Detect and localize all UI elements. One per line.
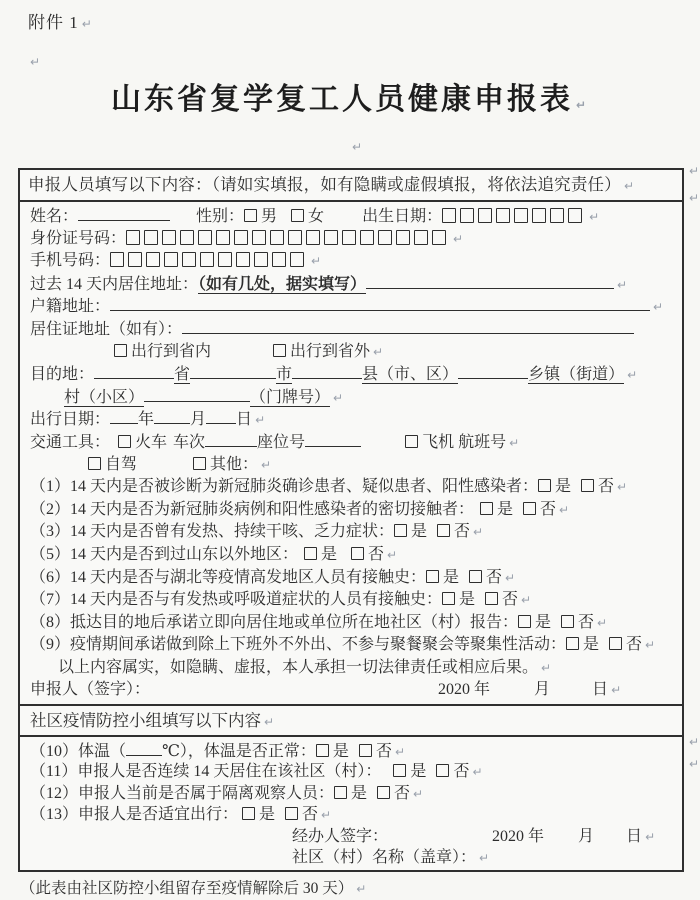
paragraph-mark-icon: ↵ <box>394 745 406 760</box>
paragraph-mark-icon: ↵ <box>255 413 266 428</box>
checkbox-label: 是 <box>497 500 514 518</box>
digit-box <box>568 208 582 223</box>
paragraph-mark-icon: ↵ <box>645 638 656 653</box>
paragraph-mark-icon: ↵ <box>479 851 490 866</box>
checkbox-box-icon <box>377 786 390 799</box>
label-text: 2020 年 <box>438 681 491 699</box>
blank-field[interactable] <box>110 295 650 311</box>
paragraph-mark-icon: ↵ <box>356 882 367 896</box>
checkbox-box-icon <box>334 786 347 799</box>
digit-box <box>146 252 160 267</box>
checkbox-label: 是 <box>411 523 428 541</box>
checkbox-label: 否 <box>453 763 470 781</box>
paragraph-mark-icon: ↵ <box>597 615 608 630</box>
digit-box <box>378 230 392 245</box>
checkbox-box-icon <box>393 764 406 777</box>
form-line <box>30 476 682 499</box>
declarant-section-header <box>20 170 682 202</box>
underlined-label: 县（市、区） <box>362 366 459 384</box>
paragraph-mark-icon: ↵ <box>689 757 700 771</box>
label-text: 日 <box>236 411 253 429</box>
digit-box <box>290 252 304 267</box>
paragraph-mark-icon: ↵ <box>311 254 322 269</box>
paragraph-mark-icon: ↵ <box>541 660 552 675</box>
checkbox-q6-yes[interactable] <box>426 569 459 586</box>
attachment-label-text: 附件 1 <box>28 13 79 32</box>
underlined-label: （门牌号） <box>250 388 331 406</box>
label-text: （11）申报人是否连续 14 天居住在该社区（村）： <box>30 763 382 781</box>
checkbox-box-icon <box>193 457 206 470</box>
form-line <box>30 295 682 318</box>
page-title <box>0 74 700 118</box>
declarant-section <box>20 202 682 704</box>
checkbox-q5-no[interactable] <box>351 546 384 563</box>
digit-box <box>342 230 356 245</box>
paragraph-mark-icon: ↵ <box>373 344 384 359</box>
checkbox-label: 是 <box>555 478 572 496</box>
checkbox-label: 是 <box>321 545 338 563</box>
label-text: （8）抵达目的地后承诺立即向居住地或单位所在地社区（村）报告： <box>30 613 519 631</box>
checkbox-label: 飞机 航班号 <box>422 433 507 451</box>
checkbox-box-icon <box>118 435 131 448</box>
label-text: （13）申报人是否适宜出行： <box>30 806 239 824</box>
checkbox-label: 自驾 <box>105 455 138 473</box>
paragraph-mark-icon: ↵ <box>387 547 398 562</box>
checkbox-box-icon <box>114 344 127 357</box>
label-text: 目的地： <box>30 366 95 384</box>
paragraph-mark-icon: ↵ <box>611 683 622 698</box>
label-text: 出生日期： <box>362 208 443 225</box>
checkbox-travel-within-province[interactable] <box>114 343 211 360</box>
checkbox-travel-outside-province[interactable] <box>273 343 370 360</box>
form-line <box>30 679 682 702</box>
paragraph-mark-icon: ↵ <box>333 390 344 405</box>
label-text: 2020 年 <box>492 827 545 845</box>
label-text: （5）14 天内是否到过山东以外地区： <box>30 545 299 563</box>
checkbox-label: 是 <box>443 568 460 586</box>
form-line <box>30 454 682 477</box>
digit-box <box>288 230 302 245</box>
page-title-text: 山东省复学复工人员健康申报表 <box>110 83 573 116</box>
label-text: 身份证号码： <box>30 229 127 247</box>
checkbox-label: 否 <box>375 743 392 761</box>
digit-box <box>514 208 528 223</box>
digit-box <box>180 230 194 245</box>
underlined-label: （如有几处，据实填写） <box>198 275 367 293</box>
digit-box <box>550 208 564 223</box>
checkbox-box-icon <box>285 807 298 820</box>
checkbox-box-icon <box>359 744 372 757</box>
paragraph-mark-icon: ↵ <box>617 480 628 495</box>
form-line <box>30 847 682 868</box>
blank-field[interactable] <box>190 363 276 379</box>
paragraph-mark-icon: ↵ <box>261 457 272 472</box>
blank-field[interactable] <box>206 408 236 424</box>
label-text: （6）14 天内是否与湖北等疫情高发地区人员有接触史： <box>30 568 427 586</box>
checkbox-other[interactable] <box>193 456 258 473</box>
digit-box <box>216 230 230 245</box>
paragraph-mark-icon: ↵ <box>321 808 332 823</box>
form-line <box>30 363 682 386</box>
blank-field[interactable] <box>292 363 362 379</box>
label-text: 社区（村）名称（盖章）： <box>292 849 477 867</box>
digit-box <box>236 252 250 267</box>
label-text: 以上内容属实，如隐瞒、虚报，本人承担一切法律责任或相应后果。 <box>58 658 539 676</box>
checkbox-label: 否 <box>486 568 503 586</box>
checkbox-label: 否 <box>394 784 411 802</box>
digit-box <box>164 252 178 267</box>
label-text: 交通工具： <box>30 433 111 451</box>
label-text: 手机号码： <box>30 252 111 270</box>
form-line <box>30 612 682 635</box>
checkbox-q1-no[interactable] <box>581 478 614 495</box>
underlined-label: 市 <box>276 366 293 384</box>
checkbox-label: 出行到省外 <box>290 342 371 360</box>
paragraph-mark-icon: ↵ <box>559 502 570 517</box>
checkbox-label: 否 <box>578 613 595 631</box>
digit-box <box>200 252 214 267</box>
paragraph-mark-icon: ↵ <box>472 765 483 780</box>
checkbox-q2-no[interactable] <box>523 501 556 518</box>
checkbox-box-icon <box>538 479 551 492</box>
checkbox-label: 否 <box>626 636 643 654</box>
paragraph-mark-icon: ↵ <box>413 786 424 801</box>
checkbox-q3-yes[interactable] <box>394 523 427 540</box>
retention-note-text: （此表由社区防控小组留存至疫情解除后 30 天） <box>20 880 354 897</box>
checkbox-box-icon <box>394 524 407 537</box>
checkbox-box-icon <box>304 547 317 560</box>
checkbox-q13-no[interactable] <box>285 806 318 823</box>
form-line <box>30 408 682 431</box>
form-line <box>30 318 682 341</box>
checkbox-box-icon <box>436 764 449 777</box>
community-section-header <box>20 704 682 737</box>
paragraph-mark-icon: ↵ <box>509 435 520 450</box>
blank-field[interactable] <box>144 386 250 402</box>
paragraph-mark-icon: ↵ <box>453 231 464 246</box>
paragraph-mark-icon: ↵ <box>689 735 700 749</box>
blank-field[interactable] <box>305 431 361 447</box>
checkbox-label: 出行到省内 <box>131 342 212 360</box>
checkbox-label: 是 <box>459 591 476 609</box>
checkbox-q6-no[interactable] <box>469 569 502 586</box>
checkbox-q11-yes[interactable] <box>393 763 426 780</box>
paragraph-mark-icon: ↵ <box>689 191 700 205</box>
digit-box <box>270 230 284 245</box>
label-text: 月 <box>190 411 207 429</box>
checkbox-self-drive[interactable] <box>88 456 137 473</box>
digit-box <box>496 208 510 223</box>
paragraph-mark-icon: ↵ <box>473 525 484 540</box>
checkbox-label: 是 <box>259 806 276 824</box>
attachment-label <box>28 8 93 33</box>
form-line <box>30 657 682 680</box>
digit-boxes-mobile-number[interactable] <box>110 252 308 269</box>
form-line <box>30 804 682 825</box>
paragraph-mark-icon: ↵ <box>264 715 275 730</box>
label-text: 月 <box>534 681 551 699</box>
label-text: 经办人签字： <box>292 827 389 845</box>
paragraph-mark-icon: ↵ <box>352 140 363 154</box>
form-line <box>30 634 682 657</box>
checkbox-label: 否 <box>302 806 319 824</box>
label-text: 性别： <box>196 208 245 225</box>
form-line <box>30 273 682 296</box>
checkbox-box-icon <box>442 592 455 605</box>
checkbox-q1-yes[interactable] <box>538 478 571 495</box>
checkbox-box-icon <box>351 547 364 560</box>
declaration-form-table <box>18 168 684 872</box>
checkbox-q9-yes[interactable] <box>566 636 599 653</box>
paragraph-mark-icon: ↵ <box>653 300 664 315</box>
blank-field[interactable] <box>78 205 170 221</box>
digit-box <box>324 230 338 245</box>
checkbox-box-icon <box>485 592 498 605</box>
checkbox-q8-no[interactable] <box>561 614 594 631</box>
digit-box <box>144 230 158 245</box>
checkbox-box-icon <box>561 615 574 628</box>
form-line <box>30 589 682 612</box>
checkbox-q12-yes[interactable] <box>334 785 367 802</box>
checkbox-female[interactable] <box>291 208 324 225</box>
label-text: （2）14 天内是否为新冠肺炎病例和阳性感染者的密切接触者： <box>30 500 475 518</box>
blank-field[interactable] <box>94 363 174 379</box>
paragraph-mark-icon: ↵ <box>689 164 700 178</box>
digit-box <box>532 208 546 223</box>
digit-box <box>162 230 176 245</box>
checkbox-train[interactable] <box>118 434 167 451</box>
checkbox-q8-yes[interactable] <box>518 614 551 631</box>
digit-boxes-id-number[interactable] <box>126 230 450 247</box>
checkbox-box-icon <box>469 570 482 583</box>
label-text: 姓名： <box>30 208 79 225</box>
checkbox-label: 否 <box>454 523 471 541</box>
checkbox-label: 是 <box>410 763 427 781</box>
digit-box <box>478 208 492 223</box>
blank-field[interactable] <box>366 273 614 289</box>
digit-box <box>254 252 268 267</box>
checkbox-plane[interactable] <box>405 434 506 451</box>
label-text: 年 <box>138 411 155 429</box>
digit-box <box>128 252 142 267</box>
paragraph-mark-icon: ↵ <box>81 17 93 31</box>
blank-field[interactable] <box>182 318 634 334</box>
checkbox-q13-yes[interactable] <box>242 806 275 823</box>
digit-boxes-birth-date[interactable] <box>442 208 586 225</box>
checkbox-label: 其他： <box>210 455 259 473</box>
label-text: 户籍地址： <box>30 298 111 316</box>
checkbox-q3-no[interactable] <box>437 523 470 540</box>
digit-box <box>252 230 266 245</box>
digit-box <box>414 230 428 245</box>
digit-box <box>272 252 286 267</box>
blank-field[interactable] <box>205 431 257 447</box>
checkbox-q5-yes[interactable] <box>304 546 337 563</box>
checkbox-label: 火车 <box>135 433 168 451</box>
form-line <box>30 567 682 590</box>
checkbox-box-icon <box>480 502 493 515</box>
checkbox-box-icon <box>437 524 450 537</box>
digit-box <box>306 230 320 245</box>
checkbox-box-icon <box>523 502 536 515</box>
label-text: ℃），体温是否正常： <box>162 743 316 761</box>
label-text: （9）疫情期间承诺做到除上下班外不外出、不参与聚餐聚会等聚集性活动： <box>30 636 567 654</box>
label-text: （1）14 天内是否被诊断为新冠肺炎确诊患者、疑似患者、阳性感染者： <box>30 478 539 496</box>
checkbox-q9-no[interactable] <box>609 636 642 653</box>
paragraph-mark-icon: ↵ <box>505 570 516 585</box>
paragraph-mark-icon: ↵ <box>623 179 635 193</box>
form-line <box>30 431 682 454</box>
digit-box <box>442 208 456 223</box>
checkbox-box-icon <box>581 479 594 492</box>
declarant-section-header-text: 申报人员填写以下内容：（请如实填报，如有隐瞒或虚假填报，将依法追究责任） <box>28 175 621 194</box>
checkbox-box-icon <box>518 615 531 628</box>
checkbox-box-icon <box>609 637 622 650</box>
underlined-label: 村（小区） <box>64 388 145 406</box>
form-line <box>30 783 682 804</box>
digit-box <box>218 252 232 267</box>
digit-box <box>460 208 474 223</box>
form-line <box>30 761 682 782</box>
blank-field[interactable] <box>154 408 190 424</box>
checkbox-label: 否 <box>502 591 519 609</box>
digit-box <box>360 230 374 245</box>
digit-box <box>396 230 410 245</box>
checkbox-box-icon <box>242 807 255 820</box>
paragraph-mark-icon: ↵ <box>617 277 628 292</box>
form-line <box>30 499 682 522</box>
checkbox-q7-no[interactable] <box>485 591 518 608</box>
label-text: 申报人（签字）： <box>30 681 151 699</box>
checkbox-label: 男 <box>261 208 278 225</box>
checkbox-box-icon <box>405 435 418 448</box>
checkbox-label: 是 <box>535 613 552 631</box>
digit-box <box>126 230 140 245</box>
label-text: 座位号 <box>257 433 306 451</box>
digit-box <box>110 252 124 267</box>
form-line <box>30 544 682 567</box>
label-text: 出行日期： <box>30 411 111 429</box>
digit-box <box>198 230 212 245</box>
form-line <box>30 228 682 251</box>
checkbox-label: 是 <box>351 784 368 802</box>
retention-note <box>20 876 366 898</box>
paragraph-mark-icon: ↵ <box>645 829 656 844</box>
checkbox-label: 否 <box>540 500 557 518</box>
community-section-header-text: 社区疫情防控小组填写以下内容 <box>30 711 261 731</box>
blank-field[interactable] <box>126 740 162 756</box>
label-text: 车次 <box>173 433 206 451</box>
label-text: 日 <box>626 827 643 845</box>
form-line <box>30 205 682 228</box>
community-section <box>20 737 682 870</box>
checkbox-box-icon <box>273 344 286 357</box>
checkbox-q11-no[interactable] <box>436 763 469 780</box>
digit-box <box>432 230 446 245</box>
checkbox-male[interactable] <box>244 208 277 225</box>
checkbox-q10-no[interactable] <box>359 743 392 760</box>
checkbox-label: 是 <box>583 636 600 654</box>
checkbox-box-icon <box>291 209 304 222</box>
checkbox-box-icon <box>566 637 579 650</box>
form-line <box>30 341 682 364</box>
checkbox-label: 是 <box>332 743 349 761</box>
checkbox-box-icon <box>244 209 257 222</box>
checkbox-q12-no[interactable] <box>377 785 410 802</box>
label-text: （12）申报人当前是否属于隔离观察人员： <box>30 784 335 802</box>
form-line <box>30 740 682 761</box>
underlined-label: 省 <box>174 366 191 384</box>
label-text: 月 <box>578 827 595 845</box>
checkbox-box-icon <box>316 744 329 757</box>
label-text: 居住证地址（如有）： <box>30 320 183 338</box>
label-text: （7）14 天内是否与有发热或呼吸道症状的人员有接触史： <box>30 591 443 609</box>
label-text: 过去 14 天内居住地址： <box>30 275 199 293</box>
blank-field[interactable] <box>110 408 138 424</box>
form-line <box>30 250 682 273</box>
checkbox-label: 女 <box>308 208 325 225</box>
form-line <box>30 826 682 847</box>
underlined-label: 乡镇（街道） <box>528 366 625 384</box>
checkbox-box-icon <box>88 457 101 470</box>
paragraph-mark-icon: ↵ <box>521 593 532 608</box>
checkbox-q10-yes[interactable] <box>316 743 349 760</box>
paragraph-mark-icon: ↵ <box>30 55 41 69</box>
checkbox-q2-yes[interactable] <box>480 501 513 518</box>
paragraph-mark-icon: ↵ <box>589 210 600 224</box>
label-text: （10）体温（ <box>30 743 127 761</box>
label-text: （3）14 天内是否曾有发热、持续干咳、乏力症状： <box>30 523 395 541</box>
paragraph-mark-icon: ↵ <box>575 98 590 112</box>
checkbox-q7-yes[interactable] <box>442 591 475 608</box>
form-line <box>30 521 682 544</box>
label-text: 日 <box>592 681 609 699</box>
digit-box <box>234 230 248 245</box>
checkbox-label: 否 <box>598 478 615 496</box>
digit-box <box>182 252 196 267</box>
paragraph-mark-icon: ↵ <box>627 368 638 383</box>
checkbox-box-icon <box>426 570 439 583</box>
form-line <box>30 386 682 409</box>
blank-field[interactable] <box>458 363 528 379</box>
checkbox-label: 否 <box>368 545 385 563</box>
